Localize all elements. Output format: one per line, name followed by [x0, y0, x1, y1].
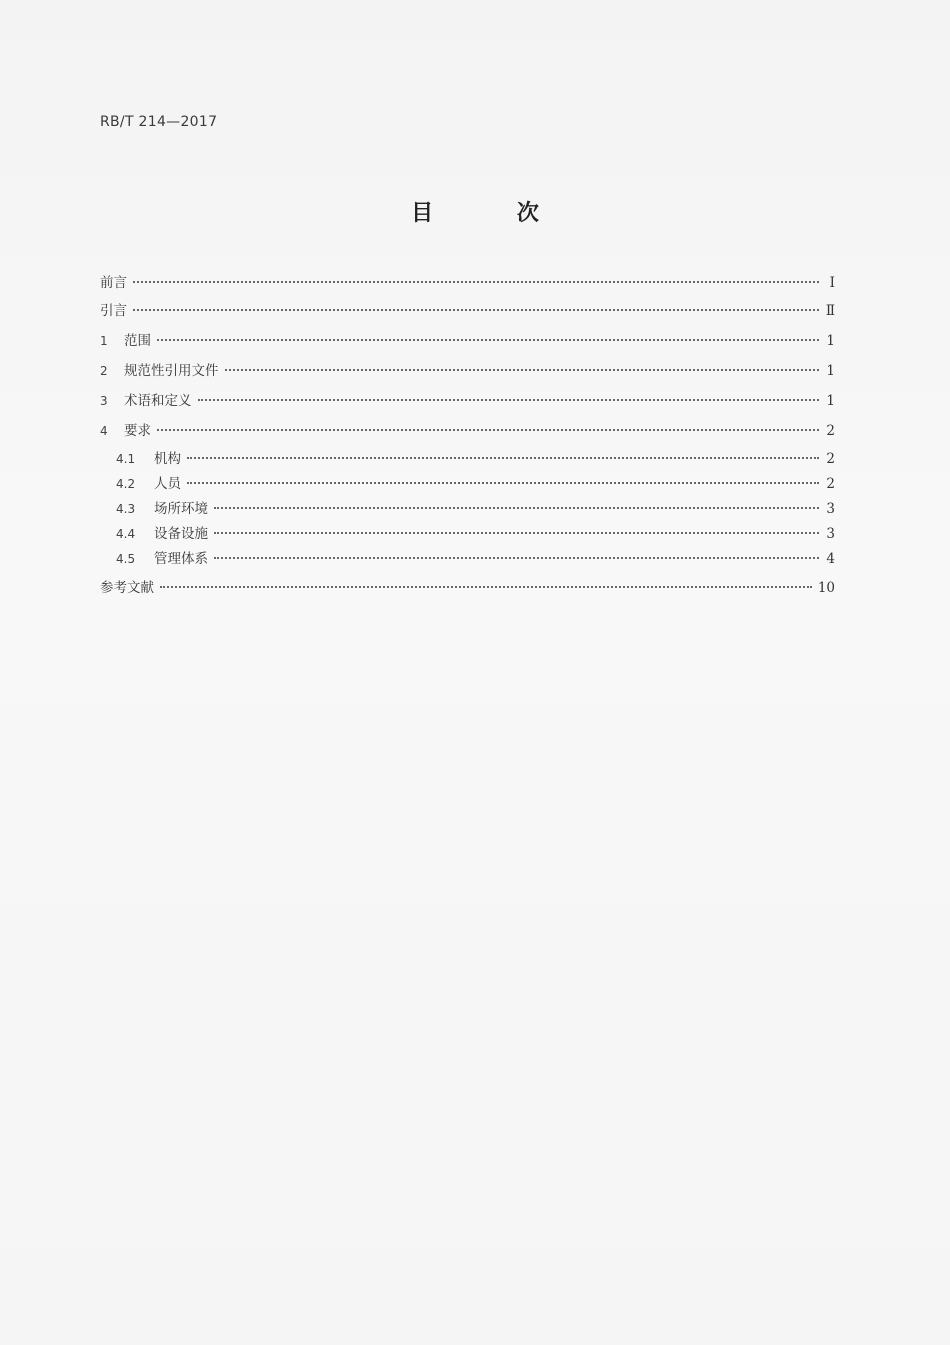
toc-entry-number: 4: [100, 424, 108, 438]
toc-entry-terms-definitions[interactable]: [100, 389, 835, 419]
toc-entry-number: 3: [100, 394, 108, 408]
toc-entry-label: 管理体系: [154, 551, 208, 567]
toc-entry-label: 场所环境: [154, 501, 208, 517]
toc-entry-page: 3: [826, 526, 835, 542]
toc-entry-label: 前言: [100, 275, 127, 291]
toc-entry-normative-references[interactable]: [100, 359, 835, 389]
toc-entry-page: 1: [826, 363, 835, 379]
toc-entry-page: 10: [817, 580, 835, 596]
toc-entry-requirements[interactable]: [100, 419, 835, 447]
toc-leader: [214, 532, 819, 534]
toc-title: 目 次: [411, 201, 577, 226]
toc-leader: [214, 507, 819, 509]
toc-entry-number: 4.2: [116, 477, 136, 491]
toc-entry-page: Ⅰ: [829, 275, 835, 291]
toc-entry-label: 设备设施: [154, 526, 208, 542]
toc-entry-label: 范围: [124, 333, 151, 349]
toc-leader: [160, 586, 812, 588]
toc-entry-label: 规范性引用文件: [124, 363, 219, 379]
toc-leader: [133, 281, 819, 283]
toc-entry-label: 人员: [154, 476, 181, 492]
toc-entry-number: 4.3: [116, 502, 136, 516]
toc-entry-page: 1: [826, 333, 835, 349]
toc-entry-label: 参考文献: [100, 580, 154, 596]
toc-entry-bibliography[interactable]: [100, 576, 835, 604]
standard-code: RB/T 214—2017: [100, 114, 218, 130]
toc-entry-number: 1: [100, 334, 108, 348]
toc-entry-introduction[interactable]: [100, 299, 835, 329]
toc-entry-facilities-environment[interactable]: [100, 497, 835, 522]
toc-entry-personnel[interactable]: [100, 472, 835, 497]
toc-leader: [187, 457, 819, 459]
toc-entry-preface[interactable]: [100, 271, 835, 299]
toc-entry-page: 3: [826, 501, 835, 517]
toc-entry-page: 2: [826, 423, 835, 439]
toc-entry-page: 2: [826, 476, 835, 492]
toc-entry-scope[interactable]: [100, 329, 835, 359]
toc-leader: [198, 399, 820, 401]
table-of-contents: [100, 271, 835, 604]
toc-entry-page: Ⅱ: [825, 303, 835, 319]
toc-entry-equipment[interactable]: [100, 522, 835, 547]
toc-leader: [187, 482, 819, 484]
toc-entry-label: 术语和定义: [124, 393, 192, 409]
toc-leader: [157, 339, 819, 341]
toc-entry-number: 2: [100, 364, 108, 378]
toc-entry-management-system[interactable]: [100, 547, 835, 576]
toc-entry-label: 引言: [100, 303, 127, 319]
toc-entry-number: 4.5: [116, 552, 136, 566]
toc-entry-page: 4: [826, 551, 835, 567]
toc-entry-page: 2: [826, 451, 835, 467]
toc-entry-number: 4.4: [116, 527, 136, 541]
toc-entry-number: 4.1: [116, 452, 136, 466]
toc-leader: [133, 309, 819, 311]
toc-entry-label: 要求: [124, 423, 151, 439]
toc-leader: [214, 557, 819, 559]
toc-leader: [225, 369, 820, 371]
toc-entry-label: 机构: [154, 451, 181, 467]
toc-entry-organization[interactable]: [100, 447, 835, 472]
toc-entry-page: 1: [826, 393, 835, 409]
toc-leader: [157, 429, 819, 431]
